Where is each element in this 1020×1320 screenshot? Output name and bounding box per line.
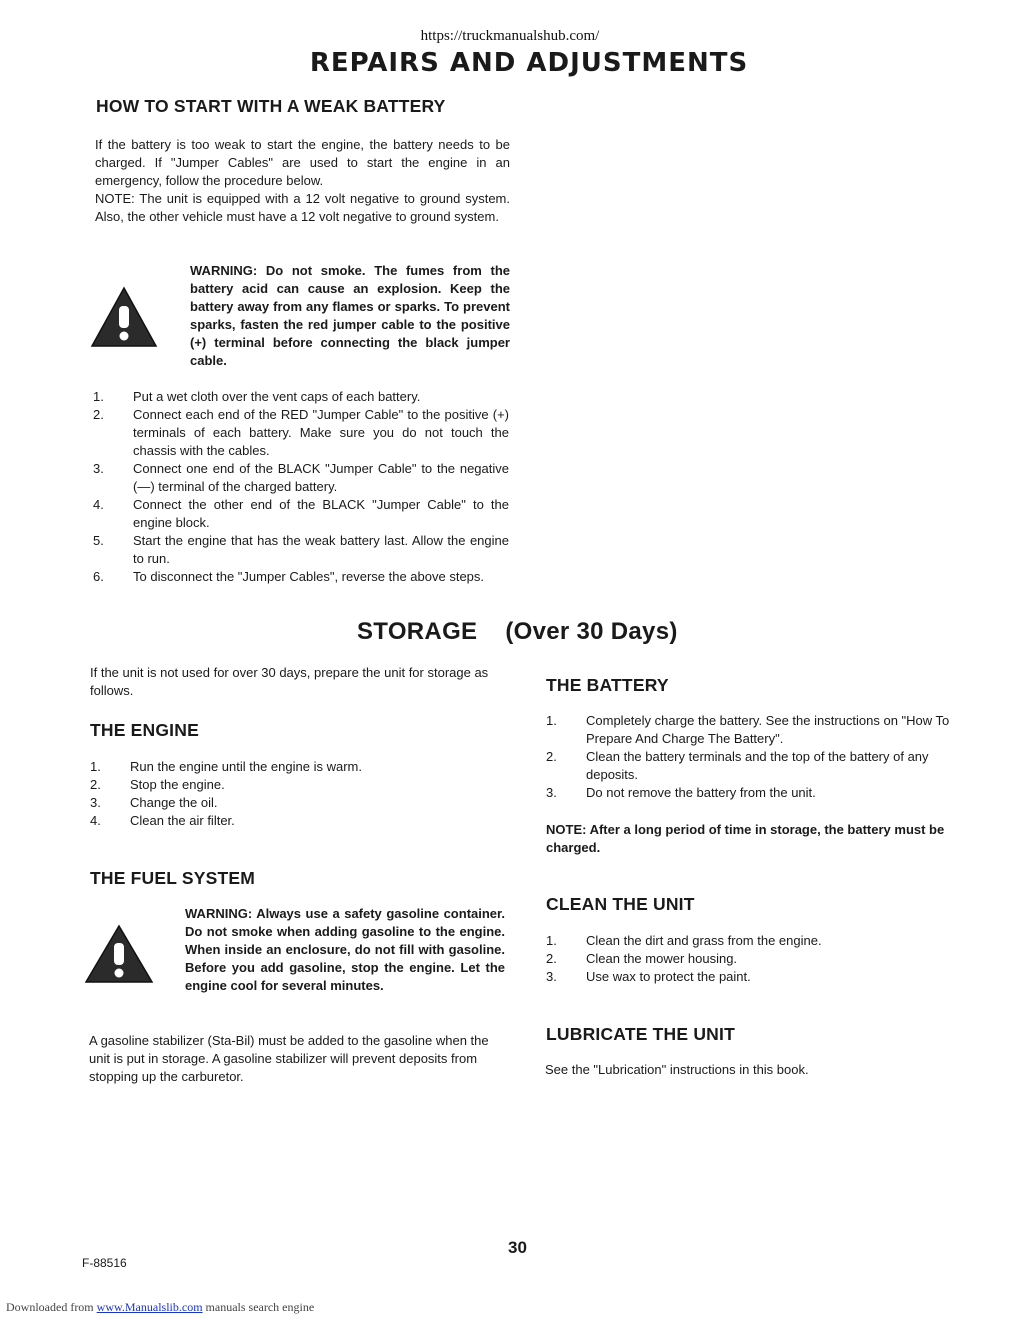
list-item: 6. To disconnect the "Jumper Cables", reverse the above steps.: [93, 569, 485, 584]
storage-intro: If the unit is not used for over 30 days, prepare the unit for storage as follows.: [90, 665, 489, 698]
list-item: 1. Completely charge the battery. See the instructions on "How To Prepare And Charge The Battery".: [546, 713, 950, 746]
storage-title: [357, 618, 678, 646]
fuel-warning-text: WARNING: Always use a safety gasoline container. Do not smoke when adding gasoline to the engine. When inside an enclosure, do not fill with gasoline. Before you add gasoline, stop the engine. Let the engine cool for several minutes.: [185, 906, 505, 993]
list-item: 2. Connect each end of the RED "Jumper Cable" to the positive (+) terminals of each battery. Make sure you do not touch the chassis with the cables.: [93, 407, 509, 458]
weak-battery-note: NOTE: The unit is equipped with a 12 volt negative to ground system. Also, the other vehicle must have a 12 volt negative to ground system.: [95, 191, 510, 224]
engine-heading: THE ENGINE: [90, 720, 199, 740]
storage-title-main: STORAGE: [357, 618, 478, 645]
fuel-system-heading: THE FUEL SYSTEM: [90, 868, 256, 888]
list-item: 5. Start the engine that has the weak battery last. Allow the engine to run.: [93, 533, 509, 566]
engine-steps-list: [90, 758, 490, 830]
weak-battery-intro: If the battery is too weak to start the engine, the battery needs to be charged. If "Jumper Cables" are used to start the engine in an emergency, follow the procedure below.: [95, 137, 510, 188]
weak-battery-heading: HOW TO START WITH A WEAK BATTERY: [96, 96, 446, 116]
battery-warning-text: WARNING: Do not smoke. The fumes from the battery acid can cause an explosion. Keep the battery away from any flames or sparks. To prevent sparks, fasten the red jumper cable to the positive (+) terminal before connecting the black jumper cable.: [190, 263, 510, 368]
lubricate-heading: LUBRICATE THE UNIT: [546, 1024, 735, 1044]
page-number: 30: [508, 1238, 527, 1257]
clean-steps-list: [546, 932, 946, 986]
battery-steps-list: [546, 712, 966, 802]
clean-unit-heading: CLEAN THE UNIT: [546, 894, 695, 914]
form-code: F-88516: [82, 1256, 127, 1270]
warning-triangle-icon: [84, 924, 154, 984]
battery-heading: THE BATTERY: [546, 675, 669, 695]
list-item: 3. Connect one end of the BLACK "Jumper Cable" to the negative (—) terminal of the charged battery.: [93, 461, 509, 494]
weak-battery-intro-block: [95, 136, 510, 226]
list-item: 3. Change the oil.: [90, 795, 218, 810]
battery-storage-note: NOTE: After a long period of time in storage, the battery must be charged.: [546, 822, 945, 855]
fuel-stabilizer-text: A gasoline stabilizer (Sta-Bil) must be added to the gasoline when the unit is put in storage. A gasoline stabilizer will prevent deposits from stopping up the carburetor.: [89, 1033, 489, 1084]
list-item: 1. Run the engine until the engine is warm.: [90, 759, 362, 774]
list-item: 1. Clean the dirt and grass from the engine.: [546, 933, 822, 948]
list-item: 4. Clean the air filter.: [90, 813, 235, 828]
warning-triangle-icon: [90, 286, 158, 348]
list-item: 2. Stop the engine.: [90, 777, 225, 792]
manualslib-link[interactable]: www.Manualslib.com: [96, 1300, 203, 1314]
jumper-steps-list: [93, 388, 509, 586]
download-footer: [6, 1300, 314, 1315]
lubricate-text: See the "Lubrication" instructions in this book.: [545, 1062, 809, 1077]
source-url: https://truckmanualshub.com/: [420, 28, 600, 44]
footer-prefix: Downloaded from: [6, 1300, 94, 1314]
footer-suffix: manuals search engine: [205, 1300, 315, 1314]
page-title: REPAIRS AND ADJUSTMENTS: [309, 48, 749, 78]
storage-title-sub: (Over 30 Days): [505, 618, 678, 645]
list-item: 3. Use wax to protect the paint.: [546, 969, 751, 984]
list-item: 4. Connect the other end of the BLACK "Jumper Cable" to the engine block.: [93, 497, 509, 530]
list-item: 3. Do not remove the battery from the unit.: [546, 785, 816, 800]
list-item: 2. Clean the battery terminals and the top of the battery of any deposits.: [546, 749, 929, 782]
list-item: 2. Clean the mower housing.: [546, 951, 738, 966]
list-item: 1. Put a wet cloth over the vent caps of each battery.: [93, 389, 421, 404]
